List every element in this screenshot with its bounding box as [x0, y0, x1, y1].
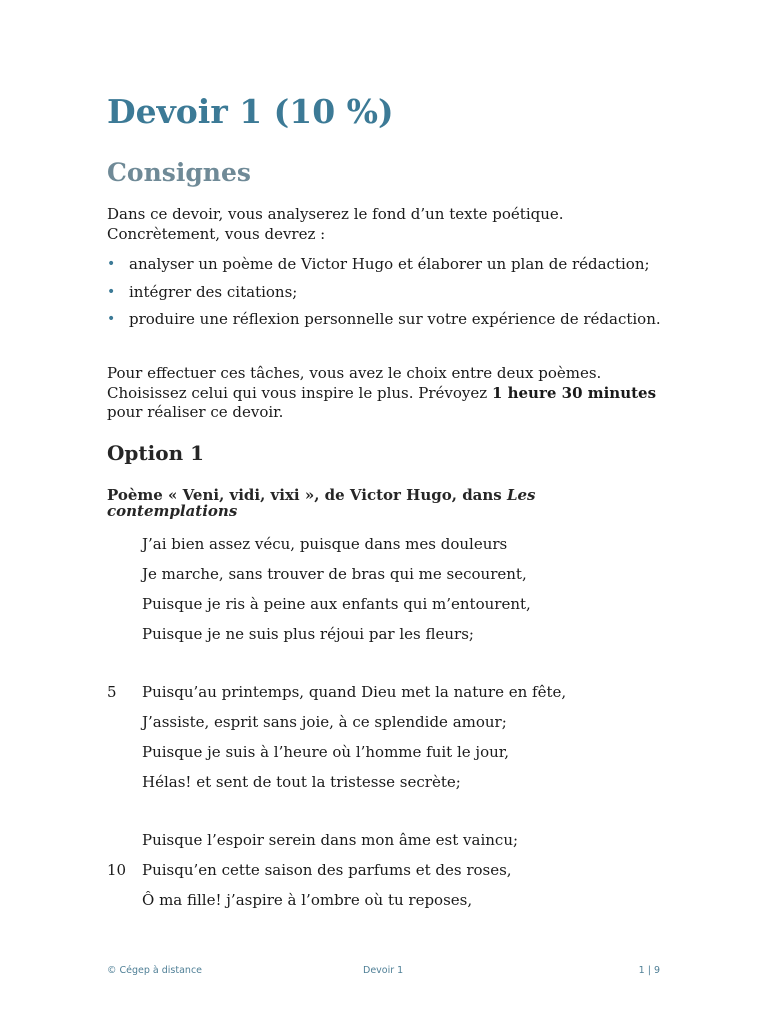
task-text: analyser un poème de Victor Hugo et élaborer un plan de rédaction;	[129, 255, 650, 273]
poem-verse	[107, 682, 667, 712]
verse-text: Ô ma fille! j’aspire à l’ombre où tu reposes,	[142, 891, 473, 909]
poem-verse	[107, 860, 667, 890]
poem-verse	[107, 712, 667, 742]
footer-page-number: 1 | 9	[638, 965, 660, 976]
verse-text: Puisqu’en cette saison des parfums et des roses,	[142, 861, 512, 879]
poem-verse	[107, 564, 667, 594]
poem-collection-title: Les contemplations	[107, 486, 536, 520]
document-title: Devoir 1 (10 %)	[107, 92, 394, 131]
poem-verse	[107, 830, 667, 860]
poem-body	[107, 534, 667, 920]
instructions-heading: Consignes	[107, 158, 251, 187]
task-text: produire une réflexion personnelle sur votre expérience de rédaction.	[129, 310, 661, 328]
footer-publisher: © Cégep à distance	[107, 965, 203, 976]
task-item	[107, 310, 667, 329]
verse-text: Puisque je suis à l’heure où l’homme fuit le jour,	[142, 743, 510, 761]
footer-doc-name: Devoir 1	[363, 965, 404, 976]
poem-verse	[107, 772, 667, 802]
time-paragraph	[107, 364, 667, 423]
verse-text: Puisque l’espoir serein dans mon âme est vaincu;	[142, 831, 519, 849]
verse-text: Puisqu’au printemps, quand Dieu met la nature en fête,	[142, 683, 567, 701]
bullet-icon: •	[107, 311, 116, 327]
poem-verse	[107, 594, 667, 624]
poem-verse	[107, 742, 667, 772]
verse-text: Je marche, sans trouver de bras qui me secourent,	[142, 565, 527, 583]
poem-caption	[107, 487, 667, 519]
page-footer	[107, 965, 660, 979]
option-heading: Option 1	[107, 441, 205, 465]
task-text: intégrer des citations;	[129, 282, 298, 301]
poem-verse	[107, 802, 667, 830]
time-duration: 1 heure 30 minutes	[491, 383, 657, 402]
verse-text: Puisque je ne suis plus réjoui par les fleurs;	[142, 625, 474, 643]
verse-text: Hélas! et sent de tout la tristesse secrète;	[142, 773, 461, 791]
poem-verse	[107, 624, 667, 654]
verse-text: Puisque je ris à peine aux enfants qui m’entourent,	[142, 595, 531, 613]
verse-number: 5	[107, 683, 117, 701]
verse-text: J’assiste, esprit sans joie, à ce splendide amour;	[142, 713, 507, 731]
poem-verse	[107, 654, 667, 682]
intro-paragraph	[107, 205, 667, 244]
time-text-2: pour réaliser ce devoir.	[107, 403, 284, 421]
intro-line-1: Dans ce devoir, vous analyserez le fond d’un texte poétique.	[107, 205, 564, 223]
poem-verse	[107, 890, 667, 920]
task-list	[107, 255, 667, 338]
bullet-icon: •	[107, 256, 116, 272]
time-text-1: Pour effectuer ces tâches, vous avez le choix entre deux poèmes. Choisissez celui qui vous inspire le plus. Prévoyez	[107, 364, 602, 402]
poem-caption-text: Poème « Veni, vidi, vixi », de Victor Hugo, dans	[107, 486, 507, 504]
verse-text: J’ai bien assez vécu, puisque dans mes douleurs	[142, 535, 508, 553]
verse-number: 10	[107, 861, 127, 879]
task-item	[107, 255, 667, 274]
bullet-icon: •	[107, 283, 116, 300]
intro-line-2: Concrètement, vous devrez :	[107, 224, 326, 243]
poem-verse	[107, 534, 667, 564]
task-item	[107, 283, 667, 302]
